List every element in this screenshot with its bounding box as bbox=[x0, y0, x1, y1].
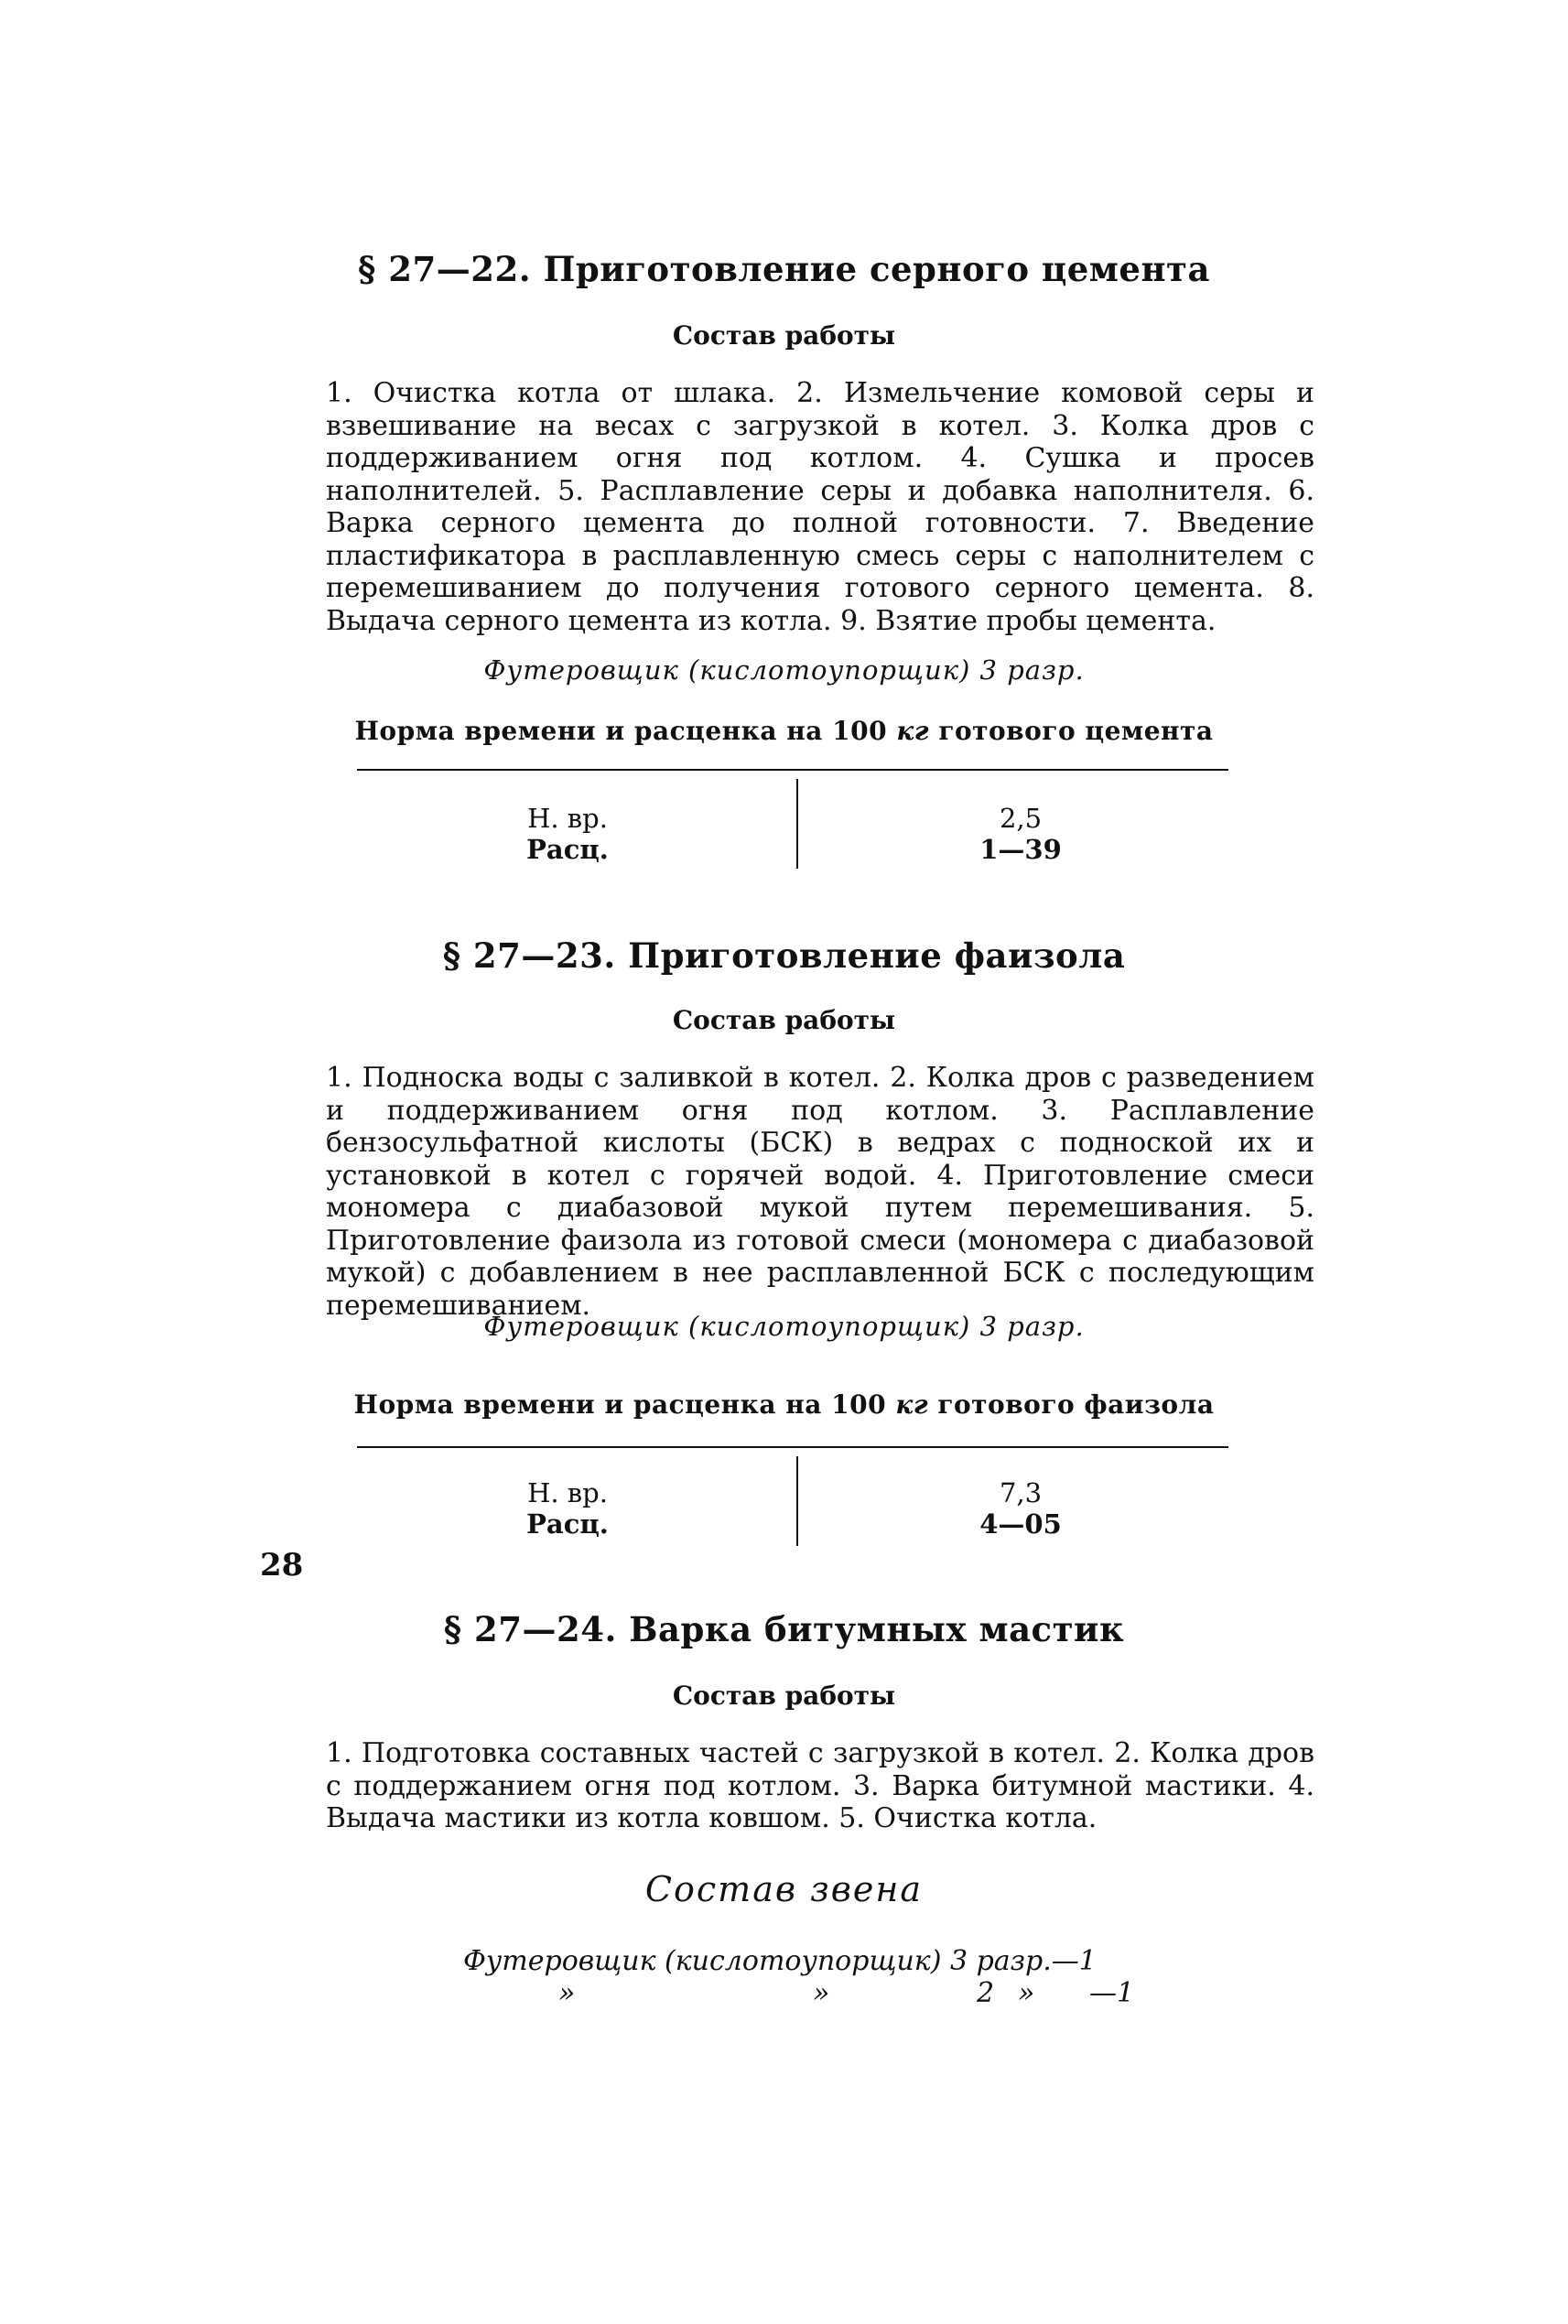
section-text-27-24: 1. Подготовка составных частей с загрузкой в котел. 2. Колка дров с поддержанием огня под котлом. 3. Варка битумной мастики. 4. Выдача мастики из котла ковшом. 5. Очистка котла. bbox=[326, 1737, 1314, 1834]
section-subtitle-27-23: Состав работы bbox=[672, 1005, 896, 1035]
norm-labels-27-22 bbox=[494, 803, 641, 865]
norm-values-27-23 bbox=[952, 1477, 1089, 1540]
crew-line-1: Футеровщик (кислотоупорщик) 3 разр.—1 bbox=[463, 1945, 1097, 1977]
label-price: Расц. bbox=[526, 834, 609, 865]
crew-line-2-count: —1 bbox=[1089, 1977, 1135, 2009]
label-price: Расц. bbox=[526, 1508, 609, 1540]
table-divider-27-23 bbox=[796, 1456, 798, 1546]
value-time: 7,3 bbox=[999, 1477, 1043, 1508]
norm-heading-27-22 bbox=[0, 716, 1568, 746]
norm-heading-text: Норма времени и расценка на 100 bbox=[354, 716, 888, 746]
crew-title: Состав звена bbox=[644, 1869, 924, 1909]
crew-line-2-ditto-b: » bbox=[813, 1977, 830, 2009]
value-price: 4—05 bbox=[979, 1508, 1062, 1540]
section-text-27-22: 1. Очистка котла от шлака. 2. Измельчение комовой серы и взвешивание на весах с загрузкой в котел. 3. Колка дров с поддерживанием огня под котлом. 4. Сушка и просев наполнителей. 5. Расплавление серы и добавка наполнителя. 6. Варка серного цемента до полной готовности. 7. Введение пластификатора в расплавленную смесь серы с наполнителем с перемешиванием до получения готового серного цемента. 8. Выдача серного цемента из котла. 9. Взятие пробы цемента. bbox=[326, 377, 1314, 637]
section-subtitle-27-24: Состав работы bbox=[672, 1681, 896, 1711]
norm-values-27-22 bbox=[952, 803, 1089, 865]
section-subtitle-27-22: Состав работы bbox=[672, 320, 896, 351]
section-text-27-23: 1. Подноска воды с заливкой в котел. 2. Колка дров с разведением и поддерживанием огня под котлом. 3. Расплавление бензосульфатной кислоты (БСК) в ведрах с подноской их и установкой в котел с горячей водой. 4. Приготовление смеси мономера с диабазовой мукой путем перемешивания. 5. Приготовление фаизола из готовой смеси (мономера с диабазовой мукой) с добавлением в нее расплавленной БСК с последующим перемешиванием. bbox=[326, 1062, 1314, 1322]
value-time: 2,5 bbox=[999, 803, 1043, 834]
norm-labels-27-23 bbox=[494, 1477, 641, 1540]
norm-heading-unit: кг bbox=[896, 716, 930, 746]
label-time: Н. вр. bbox=[527, 1477, 608, 1508]
table-rule-27-22 bbox=[357, 769, 1228, 771]
worker-27-23: Футеровщик (кислотоупорщик) 3 разр. bbox=[483, 1311, 1085, 1342]
table-divider-27-22 bbox=[796, 779, 798, 869]
norm-heading-text: Норма времени и расценка на 100 bbox=[353, 1389, 887, 1420]
norm-heading-unit: кг bbox=[895, 1389, 929, 1420]
norm-heading-text-end: готового фаизола bbox=[937, 1389, 1215, 1420]
norm-heading-text-end: готового цемента bbox=[938, 716, 1214, 746]
crew-line-2-grade: 2 bbox=[977, 1977, 995, 2009]
section-title-27-22: § 27—22. Приготовление серного цемента bbox=[358, 249, 1210, 289]
value-price: 1—39 bbox=[979, 834, 1062, 865]
crew-line-2-ditto-c: » bbox=[1018, 1977, 1035, 2009]
worker-27-22: Футеровщик (кислотоупорщик) 3 разр. bbox=[483, 654, 1085, 686]
section-title-27-24: § 27—24. Варка битумных мастик bbox=[443, 1609, 1125, 1649]
section-title-27-23: § 27—23. Приготовление фаизола bbox=[442, 935, 1126, 976]
crew-line-2-ditto-a: » bbox=[558, 1977, 576, 2009]
label-time: Н. вр. bbox=[527, 803, 608, 834]
table-rule-27-23 bbox=[357, 1446, 1228, 1448]
norm-heading-27-23 bbox=[0, 1389, 1568, 1420]
page-number: 28 bbox=[260, 1547, 304, 1584]
